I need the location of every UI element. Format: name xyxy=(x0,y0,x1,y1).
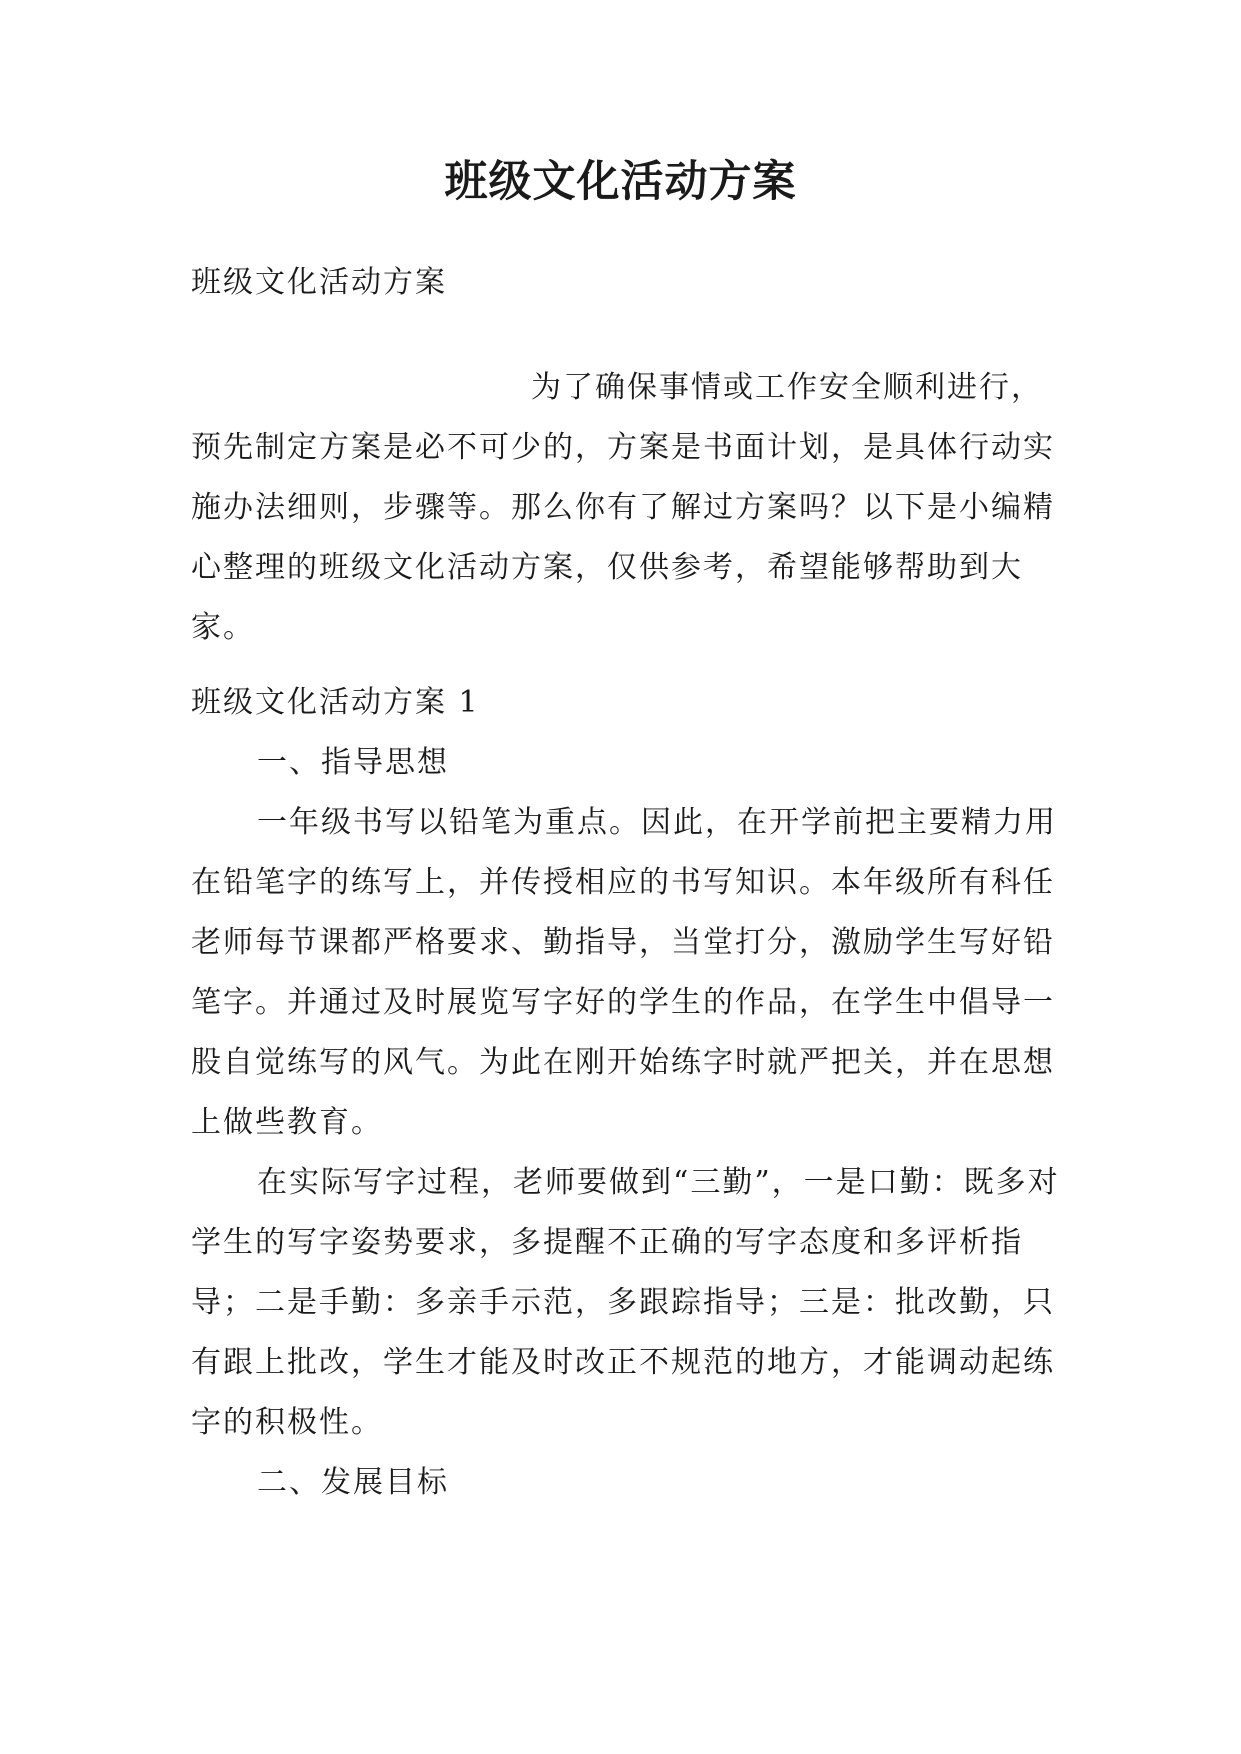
document-subtitle-block xyxy=(191,253,1061,313)
heading-development-goals: 二、发展目标 xyxy=(257,1465,449,1500)
intro-block xyxy=(191,358,1061,658)
document-title: 班级文化活动方案 xyxy=(444,157,797,207)
section-1 xyxy=(191,673,1061,1513)
document-subtitle: 班级文化活动方案 xyxy=(191,265,447,300)
paragraph-three-diligences: 在实际写字过程，老师要做到“三勤”，一是口勤：既多对学生的写字姿势要求，多提醒不正确的写字态度和多评析指导；二是手勤：多亲手示范，多跟踪指导；三是：批改勤，只有跟上批改，学生才能及时改正不规范的地方，才能调动起练字的积极性。 xyxy=(191,1165,1060,1440)
paragraph-pencil-writing: 一年级书写以铅笔为重点。因此，在开学前把主要精力用在铅笔字的练写上，并传授相应的书写知识。本年级所有科任老师每节课都严格要求、勤指导，当堂打分，激励学生写好铅笔字。并通过及时展览写字好的学生的作品，在学生中倡导一股自觉练写的风气。为此在刚开始练字时就严把关，并在思想上做些教育。 xyxy=(191,805,1057,1140)
heading-guiding-ideology: 一、指导思想 xyxy=(257,745,449,780)
intro-paragraph: 为了确保事情或工作安全顺利进行，预先制定方案是必不可少的，方案是书面计划，是具体行动实施办法细则，步骤等。那么你有了解过方案吗？以下是小编精心整理的班级文化活动方案，仅供参考，希望能够帮助到大家。 xyxy=(191,370,1055,645)
section-heading: 班级文化活动方案 1 xyxy=(191,685,480,720)
